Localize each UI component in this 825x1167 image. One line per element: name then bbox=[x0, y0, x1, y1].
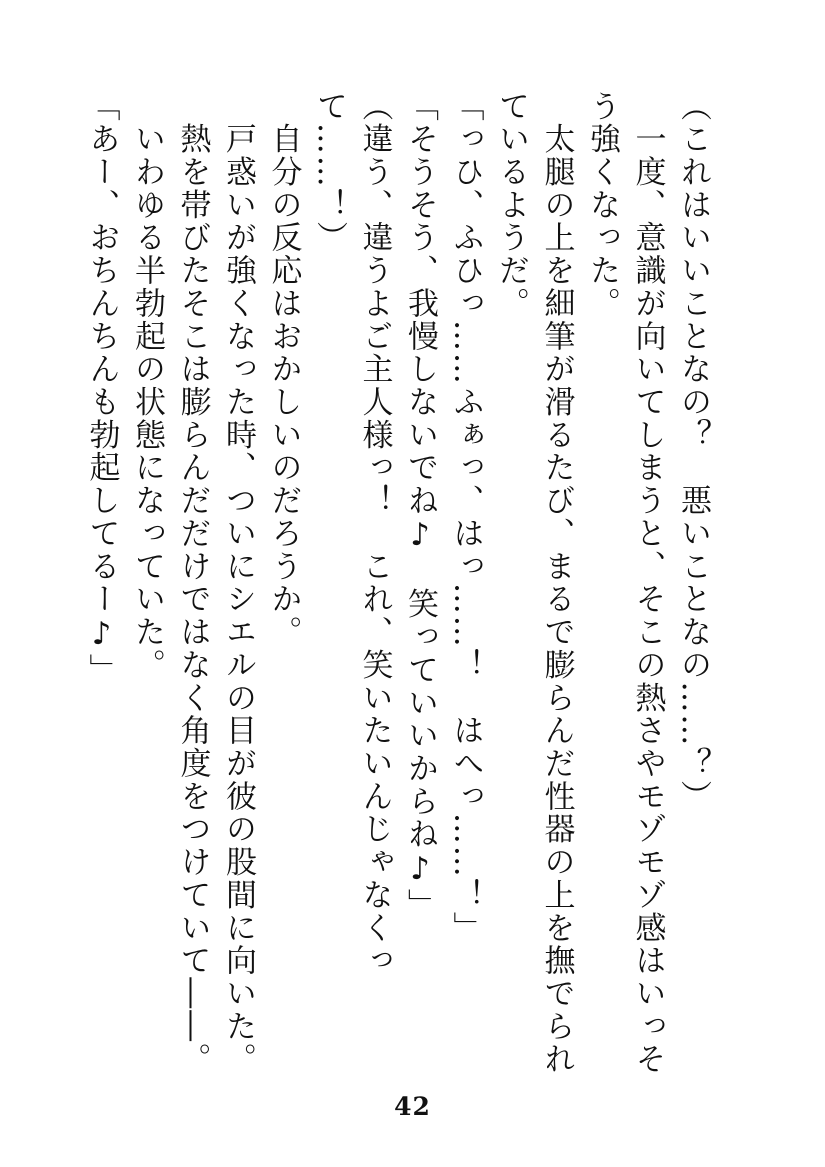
text-line: 「っひ、ふひっ……ふぁっ、はっ……！ はへっ……！」 bbox=[447, 90, 484, 945]
text-line: 「あー、おちんちんも勃起してるー♪」 bbox=[83, 90, 120, 687]
text-line: （これはいいことなの？ 悪いことなの……？） bbox=[675, 90, 711, 813]
text-line: （違う、違うよご主人様っ！ これ、笑いたいんじゃなくって……！） bbox=[311, 90, 393, 978]
body-text bbox=[78, 90, 715, 1080]
text-line: 戸惑いが強くなった時、ついにシエルの目が彼の股間に向いた。 bbox=[220, 90, 256, 1076]
text-line: 自分の反応はおかしいのだろうか。 bbox=[265, 90, 302, 649]
page-number: 42 bbox=[394, 1092, 431, 1121]
text-line: 「そうそう、我慢しないでね♪ 笑っていいからね♪」 bbox=[402, 90, 438, 922]
text-line: 一度、意識が向いてしまうと、そこの熱さやモゾモゾ感はいっそう強くなった。 bbox=[584, 90, 666, 1076]
text-line: 熱を帯びたそこは膨らんだだけではなく角度をつけていて――。 bbox=[174, 90, 211, 1076]
text-line: 太腿の上を細筆が滑るたび、まるで膨らんだ性器の上を撫でられているようだ。 bbox=[493, 90, 575, 1076]
text-line: いわゆる半勃起の状態になっていた。 bbox=[129, 90, 165, 682]
